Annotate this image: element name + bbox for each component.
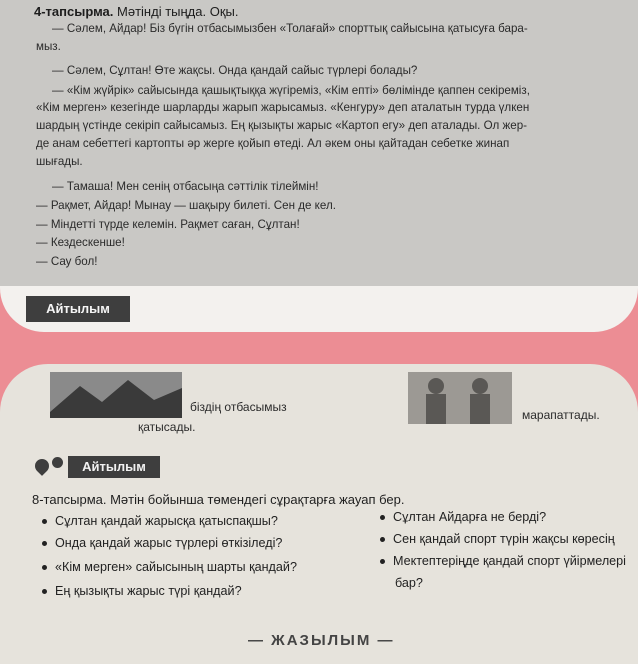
fragment-text: марапаттады. <box>522 408 600 422</box>
task-4-instruction: Мәтінді тыңда. Оқы. <box>117 4 239 19</box>
mountain-illustration <box>50 372 182 418</box>
dialogue-line: — Міндетті түрде келемін. Рақмет саған, Сұлтан! <box>36 218 300 231</box>
dialogue-line: — Рақмет, Айдар! Мынау — шақыру билеті. Сен де кел. <box>36 199 336 212</box>
dialogue-line: «Кім мерген» кезегінде шарларды жарып жарысамыз. «Кенгуру» деп аталатын турда үлкен <box>36 101 530 114</box>
dialogue-line: — Сәлем, Сұлтан! Өте жақсы. Онда қандай сайыс түрлері болады? <box>52 64 418 77</box>
dialogue-panel <box>0 0 638 286</box>
question-item <box>42 584 242 598</box>
speech-bubble-icon <box>52 457 63 468</box>
dialogue-line: — Сау бол! <box>36 255 98 268</box>
dialogue-line: — Тамаша! Мен сенің отбасыңа сәттілік тілеймін! <box>52 180 319 193</box>
bullet-icon <box>42 565 47 570</box>
dialogue-line: мыз. <box>36 40 61 53</box>
dialogue-line: — Сәлем, Айдар! Біз бүгін отбасымызбен «Толағай» спорттық сайысына қатысуға бара- <box>52 22 528 35</box>
question-text: Мектептеріңде қандай спорт үйірмелері <box>393 554 626 568</box>
question-item <box>42 536 282 550</box>
question-item <box>380 532 615 546</box>
dialogue-line: шығады. <box>36 155 83 168</box>
question-item <box>380 510 546 524</box>
bullet-icon <box>380 537 385 542</box>
dialogue-line: де анам себеттегі картопты әр жерге қойып өтеді. Ал әкем оны қайтадан себетке жинап <box>36 137 510 150</box>
dialogue-line: шардың үстінде секіріп сайысамыз. Ең қызықты жарыс «Картоп егу» деп аталады. Ол жер- <box>36 119 528 132</box>
question-item <box>42 514 278 528</box>
question-text: Сұлтан Айдарға не берді? <box>393 510 547 524</box>
bullet-icon <box>42 519 47 524</box>
section-tab-speaking: Айтылым <box>68 456 160 478</box>
question-text: Сұлтан қандай жарысқа қатыспақшы? <box>55 514 278 528</box>
task-8-title: 8-тапсырма. Мәтін бойынша төмендегі сұрақтарға жауап бер. <box>32 492 405 507</box>
bullet-icon <box>42 589 47 594</box>
next-section-heading: — ЖАЗЫЛЫМ — <box>248 632 395 649</box>
map-pin-icon <box>32 456 52 476</box>
fragment-text: қатысады. <box>138 420 196 434</box>
bullet-icon <box>380 559 385 564</box>
question-text: Онда қандай жарыс түрлері өткізіледі? <box>55 536 283 550</box>
section-tab-speaking: Айтылым <box>26 296 130 322</box>
question-text-continued: бар? <box>395 576 423 590</box>
question-item <box>42 560 297 574</box>
bullet-icon <box>380 515 385 520</box>
dialogue-line: — Кездескенше! <box>36 236 125 249</box>
fragment-text: біздің отбасымыз <box>190 400 287 414</box>
question-text: Сен қандай спорт түрін жақсы көресің <box>393 532 615 546</box>
dialogue-line: — «Кім жүйрік» сайысында қашықтыққа жүгіреміз, «Кім епті» бөлімінде қаппен секіреміз, <box>52 84 530 97</box>
task-4-title <box>34 4 238 19</box>
award-illustration <box>408 372 512 424</box>
question-item <box>380 554 626 568</box>
question-text: «Кім мерген» сайысының шарты қандай? <box>55 560 297 574</box>
task-4-number: 4-тапсырма. <box>34 4 114 19</box>
question-text: Ең қызықты жарыс түрі қандай? <box>55 584 242 598</box>
bullet-icon <box>42 541 47 546</box>
bottom-page <box>0 364 638 664</box>
